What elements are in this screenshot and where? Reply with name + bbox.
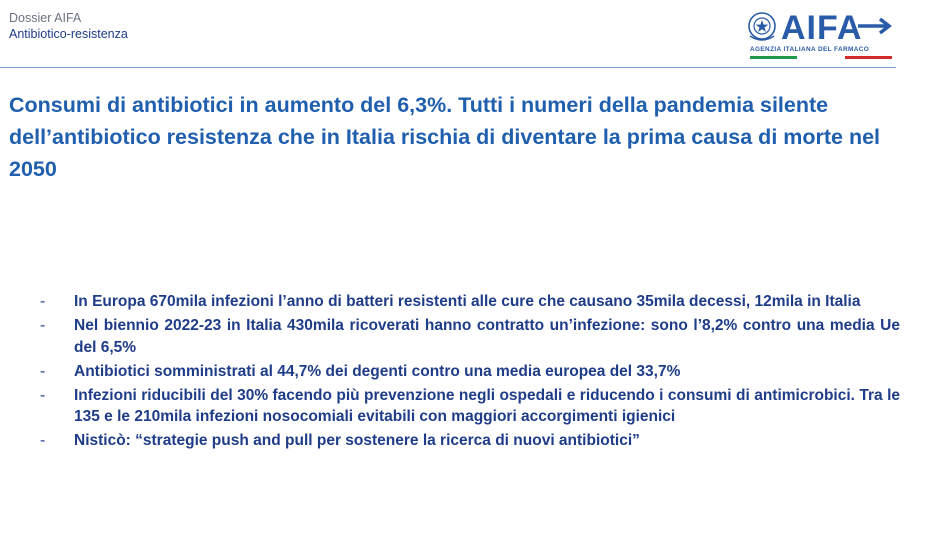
page-header — [0, 0, 941, 70]
list-item-text: Infezioni riducibili del 30% facendo più prevenzione negli ospedali e riducendo i consumi di antimicrobici. Tra le 135 e le 210mila infezioni nosocomiali evitabili con maggiori accorgimenti igienici — [74, 386, 900, 426]
list-item — [40, 361, 900, 383]
flag-stripe — [750, 56, 892, 59]
list-item-text: Antibiotici somministrati al 44,7% dei degenti contro una media europea del 33,7% — [74, 362, 681, 380]
italian-emblem-icon — [746, 10, 778, 44]
bullet-dash: - — [40, 316, 46, 334]
section-label: Antibiotico-resistenza — [9, 27, 128, 41]
list-item-text: Nisticò: “strategie push and pull per sostenere la ricerca di nuovi antibiotici” — [74, 432, 640, 450]
flag-white — [797, 56, 844, 59]
dossier-label: Dossier AIFA — [9, 11, 82, 25]
aifa-logo — [746, 8, 892, 64]
list-item — [40, 291, 900, 313]
flag-green — [750, 56, 797, 59]
flag-red — [845, 56, 892, 59]
list-item — [40, 430, 900, 452]
list-item — [40, 385, 900, 428]
key-points-list — [40, 291, 900, 454]
bullet-dash: - — [40, 432, 46, 450]
logo-subtitle: AGENZIA ITALIANA DEL FARMACO — [750, 46, 870, 53]
bullet-dash: - — [40, 362, 46, 380]
list-item — [40, 315, 900, 358]
list-item-text: Nel biennio 2022-23 in Italia 430mila ricoverati hanno contratto un’infezione: sono l’8,2% contro una media Ue del 6,5% — [74, 316, 900, 356]
list-item-text: In Europa 670mila infezioni l’anno di batteri resistenti alle cure che causano 35mila decessi, 12mila in Italia — [74, 293, 861, 310]
bullet-dash: - — [40, 386, 46, 404]
arrow-icon — [856, 14, 892, 38]
logo-wordmark: AIFA — [781, 9, 863, 47]
header-divider — [0, 67, 896, 68]
bullet-dash: - — [40, 293, 46, 310]
page-title: Consumi di antibiotici in aumento del 6,3%. Tutti i numeri della pandemia silente dell’antibiotico resistenza che in Italia rischia di diventare la prima causa di morte nel 2050 — [9, 93, 881, 181]
